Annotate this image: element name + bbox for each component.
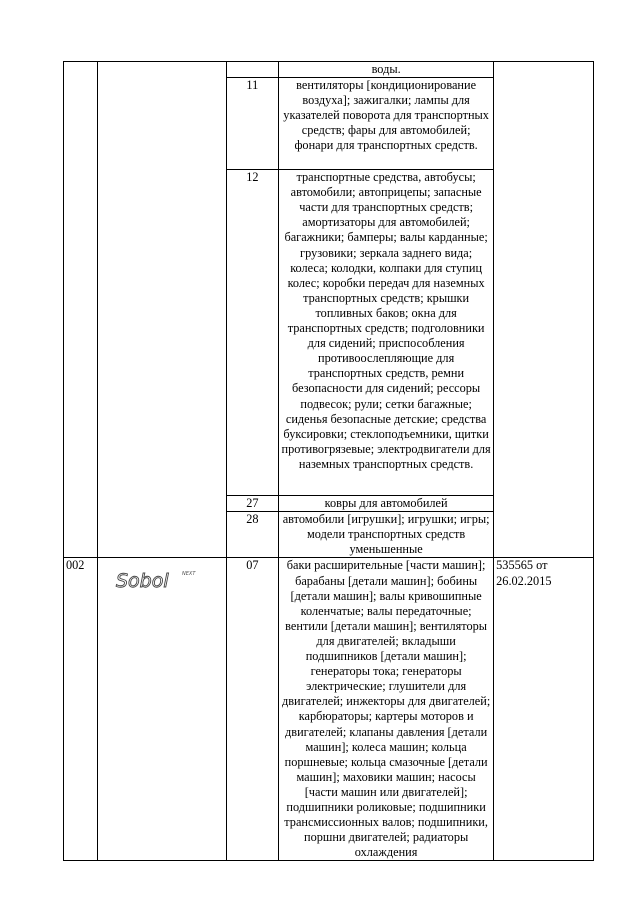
- class-number-cell: 27: [226, 496, 278, 512]
- goods-description-cell: автомобили [игрушки]; игрушки; игры; модели транспортных средств уменьшенные: [279, 512, 494, 558]
- registration-cell: [494, 558, 594, 861]
- registration-date: 26.02.2015: [496, 573, 552, 588]
- registration-cell-empty: [494, 62, 594, 558]
- class-number-cell: 28: [226, 512, 278, 558]
- trademark-goods-table: [63, 61, 594, 861]
- entry-number-cell: [64, 558, 98, 861]
- logo-wordmark: Sobol: [115, 570, 169, 593]
- logo-cell: [97, 558, 226, 861]
- table-row: [64, 62, 594, 78]
- class-number-cell: [226, 62, 278, 78]
- goods-description-cell: вентиляторы [кондиционирование воздуха]; зажигалки; лампы для указателей поворота для транспортных средств; фары для автомобилей; фонари для транспортных средств.: [279, 78, 494, 170]
- logo-superscript: NEXT: [181, 571, 196, 578]
- goods-description-cell: ковры для автомобилей: [279, 496, 494, 512]
- class-number-cell: 07: [226, 558, 278, 861]
- table-row: [64, 558, 594, 861]
- goods-description-cell: транспортные средства, автобусы; автомобили; автоприцепы; запасные части для транспортных средств; амортизаторы для автомобилей; багажники; бамперы; валы карданные; грузовики; зеркала заднего вида; колеса; колодки, колпаки для ступиц колес; коробки передач для наземных транспортных средств; крышки топливных баков; окна для транспортных средств; подголовники для сидений; приспособления противоослепляющие для транспортных средств, ремни безопасности для сидений; рессоры подвесок; рули; сетки багажные; сиденья безопасные детские; средства буксировки; стеклоподъемники, щитки противогрязевые; электродвигатели для наземных транспортных средств.: [279, 170, 494, 496]
- registration-number: 535565 от: [496, 558, 548, 573]
- logo-cell-empty: [97, 62, 226, 558]
- goods-description-cell: баки расширительные [части машин]; барабаны [детали машин]; бобины [детали машин]; валы кривошипные коленчатые; валы передаточные; вентили [детали машин]; вентиляторы для двигателей; вкладыши подшипников [детали машин]; генераторы тока; генераторы электрические; глушители для двигателей; инжекторы для двигателей; карбюраторы; картеры моторов и двигателей; клапаны давления [детали машин]; колеса машин; кольца поршневые; кольца смазочные [детали машин]; маховики машин; насосы [части машин или двигателей]; подшипники роликовые; подшипники трансмиссионных валов; подшипники, поршни двигателей; радиаторы охлаждения: [279, 558, 494, 861]
- class-number-cell: 12: [226, 170, 278, 496]
- goods-description-cell: воды.: [279, 62, 494, 78]
- entry-number-cell-empty: [64, 62, 98, 558]
- class-number-cell: 11: [226, 78, 278, 170]
- sobol-logo: [114, 566, 210, 592]
- entry-number: 002: [66, 558, 85, 573]
